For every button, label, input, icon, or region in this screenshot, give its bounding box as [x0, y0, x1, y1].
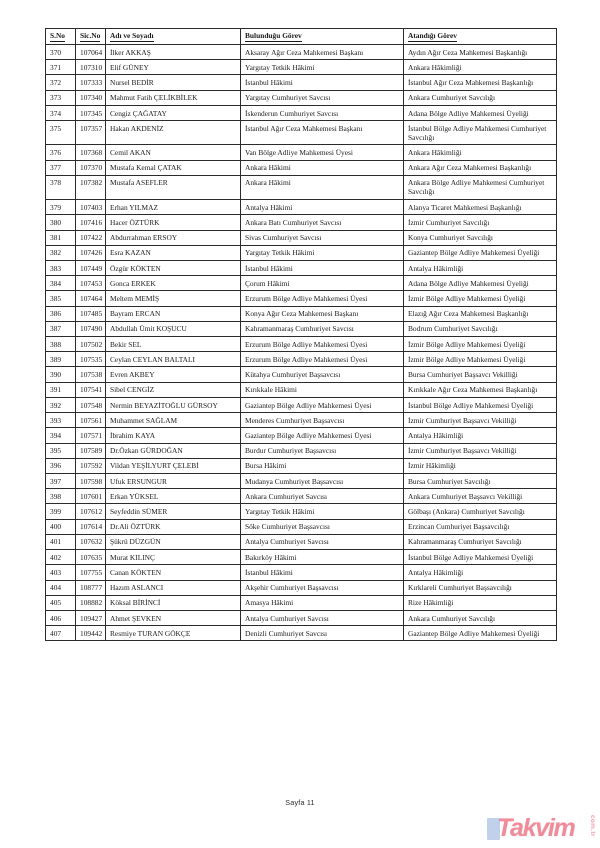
table-row	[46, 489, 557, 504]
cell-new-post: Antalya Hâkimliği	[404, 428, 557, 443]
cell-current-post: Ankara Batı Cumhuriyet Savcısı	[241, 215, 404, 230]
cell-new-post: İzmir Bölge Adliye Mahkemesi Üyeliği	[404, 352, 557, 367]
cell-current-post: Denizli Cumhuriyet Savcısı	[241, 626, 404, 641]
cell-name: Murat KILINÇ	[106, 550, 241, 565]
cell-name: Bekir SEL	[106, 337, 241, 352]
cell-name: Abdullah Ümit KOŞUCU	[106, 321, 241, 336]
cell-current-post: Mudanya Cumhuriyet Başsavcısı	[241, 474, 404, 489]
table-header	[46, 29, 557, 45]
table-row	[46, 504, 557, 519]
table-row	[46, 276, 557, 291]
cell-sicno: 107598	[76, 474, 106, 489]
cell-new-post: Alanya Ticaret Mahkemesi Başkanlığı	[404, 200, 557, 215]
table-row	[46, 519, 557, 534]
cell-sicno: 107589	[76, 443, 106, 458]
cell-name: Nursel BEDİR	[106, 75, 241, 90]
cell-current-post: Akşehir Cumhuriyet Başsavcısı	[241, 580, 404, 595]
cell-sicno: 108882	[76, 595, 106, 610]
cell-sno: 395	[46, 443, 76, 458]
cell-current-post: Ankara Hâkimi	[241, 175, 404, 199]
cell-sno: 391	[46, 382, 76, 397]
cell-sno: 390	[46, 367, 76, 382]
table-body	[46, 45, 557, 641]
cell-new-post: Antalya Hâkimliği	[404, 565, 557, 580]
cell-sno: 377	[46, 160, 76, 175]
cell-name: Muhammet SAĞLAM	[106, 413, 241, 428]
cell-new-post: Ankara Cumhuriyet Savcılığı	[404, 90, 557, 105]
table-row	[46, 160, 557, 175]
cell-sno: 380	[46, 215, 76, 230]
cell-new-post: Kahramanmaraş Cumhuriyet Savcılığı	[404, 534, 557, 549]
cell-current-post: Gaziantep Bölge Adliye Mahkemesi Üyesi	[241, 397, 404, 412]
cell-name: Nermin BEYAZİTOĞLU GÜRSOY	[106, 397, 241, 412]
cell-current-post: Aksaray Ağır Ceza Mahkemesi Başkanı	[241, 45, 404, 60]
cell-name: Köksal BİRİNCİ	[106, 595, 241, 610]
table-row	[46, 75, 557, 90]
table-row	[46, 321, 557, 336]
cell-name: Ahmet ŞEVKEN	[106, 610, 241, 625]
cell-current-post: Erzurum Bölge Adliye Mahkemesi Üyesi	[241, 337, 404, 352]
cell-current-post: Yargıtay Cumhuriyet Savcısı	[241, 90, 404, 105]
cell-sno: 383	[46, 260, 76, 275]
table-row	[46, 260, 557, 275]
cell-sno: 393	[46, 413, 76, 428]
cell-sicno: 107426	[76, 245, 106, 260]
cell-sicno: 107370	[76, 160, 106, 175]
table-row	[46, 145, 557, 160]
cell-sicno: 107064	[76, 45, 106, 60]
cell-current-post: Kütahya Cumhuriyet Başsavcısı	[241, 367, 404, 382]
table-row	[46, 105, 557, 120]
cell-current-post: Konya Ağır Ceza Mahkemesi Başkanı	[241, 306, 404, 321]
cell-new-post: İzmir Cumhuriyet Savcılığı	[404, 215, 557, 230]
cell-sno: 379	[46, 200, 76, 215]
cell-sno: 388	[46, 337, 76, 352]
cell-name: Erkan YÜKSEL	[106, 489, 241, 504]
cell-name: Erhan YILMAZ	[106, 200, 241, 215]
cell-new-post: Adana Bölge Adliye Mahkemesi Üyeliği	[404, 105, 557, 120]
cell-new-post: Ankara Ağır Ceza Mahkemesi Başkanlığı	[404, 160, 557, 175]
table-row	[46, 595, 557, 610]
cell-sno: 389	[46, 352, 76, 367]
cell-new-post: Bodrum Cumhuriyet Savcılığı	[404, 321, 557, 336]
cell-name: Hazım ASLANCI	[106, 580, 241, 595]
cell-name: Seyfeddin SÜMER	[106, 504, 241, 519]
cell-sicno: 107538	[76, 367, 106, 382]
table-row	[46, 200, 557, 215]
cell-current-post: Kırıkkale Hâkimi	[241, 382, 404, 397]
column-header-name: Adı ve Soyadı	[106, 29, 241, 45]
cell-name: Dr.Ali ÖZTÜRK	[106, 519, 241, 534]
table-row	[46, 337, 557, 352]
cell-sicno: 107755	[76, 565, 106, 580]
cell-new-post: Ankara Hâkimliği	[404, 145, 557, 160]
cell-current-post: Burdur Cumhuriyet Başsavcısı	[241, 443, 404, 458]
cell-sicno: 107635	[76, 550, 106, 565]
cell-new-post: İzmir Hâkimliği	[404, 458, 557, 473]
cell-name: Vildan YEŞİLYURT ÇELEBİ	[106, 458, 241, 473]
cell-new-post: İstanbul Bölge Adliye Mahkemesi Cumhuriyet Savcılığı	[404, 121, 557, 145]
cell-new-post: Ankara Cumhuriyet Başsavcı Vekilliği	[404, 489, 557, 504]
column-header-current-post: Bulunduğu Görev	[241, 29, 404, 45]
cell-new-post: İstanbul Bölge Adliye Mahkemesi Üyeliği	[404, 550, 557, 565]
cell-new-post: İstanbul Bölge Adliye Mahkemesi Üyeliği	[404, 397, 557, 412]
cell-sicno: 107453	[76, 276, 106, 291]
column-header-new-post: Atandığı Görev	[404, 29, 557, 45]
cell-current-post: Menderes Cumhuriyet Başsavcısı	[241, 413, 404, 428]
table-row	[46, 565, 557, 580]
cell-sicno: 107403	[76, 200, 106, 215]
cell-sno: 370	[46, 45, 76, 60]
cell-sno: 405	[46, 595, 76, 610]
table-row	[46, 45, 557, 60]
cell-name: Mustafa ASEFLER	[106, 175, 241, 199]
appointments-table-wrapper	[45, 28, 556, 641]
cell-sicno: 107592	[76, 458, 106, 473]
table-row	[46, 428, 557, 443]
cell-sno: 381	[46, 230, 76, 245]
table-row	[46, 474, 557, 489]
cell-current-post: Antalya Cumhuriyet Savcısı	[241, 610, 404, 625]
cell-new-post: Erzincan Cumhuriyet Başsavcılığı	[404, 519, 557, 534]
cell-sicno: 107614	[76, 519, 106, 534]
table-row	[46, 245, 557, 260]
cell-name: Özgür KÖKTEN	[106, 260, 241, 275]
cell-sicno: 107535	[76, 352, 106, 367]
cell-name: Hakan AKDENİZ	[106, 121, 241, 145]
watermark-badge-icon	[487, 818, 500, 840]
cell-sicno: 107548	[76, 397, 106, 412]
appointments-table	[45, 28, 557, 641]
cell-sicno: 107490	[76, 321, 106, 336]
cell-new-post: Ankara Bölge Adliye Mahkemesi Cumhuriyet Savcılığı	[404, 175, 557, 199]
cell-name: Şükrü DÜZGÜN	[106, 534, 241, 549]
cell-sicno: 107345	[76, 105, 106, 120]
cell-sno: 386	[46, 306, 76, 321]
cell-name: Dr.Özkan GÜRDOĞAN	[106, 443, 241, 458]
cell-name: Resmiye TURAN GÖKÇE	[106, 626, 241, 641]
takvim-watermark	[487, 812, 597, 846]
cell-name: Bayram ERCAN	[106, 306, 241, 321]
cell-sicno: 107333	[76, 75, 106, 90]
cell-new-post: İstanbul Ağır Ceza Mahkemesi Başkanlığı	[404, 75, 557, 90]
cell-sicno: 107612	[76, 504, 106, 519]
cell-new-post: Bursa Cumhuriyet Başsavcı Vekilliği	[404, 367, 557, 382]
cell-name: İlker AKKAŞ	[106, 45, 241, 60]
table-row	[46, 580, 557, 595]
cell-sicno: 107571	[76, 428, 106, 443]
table-row	[46, 60, 557, 75]
cell-new-post: Gaziantep Bölge Adliye Mahkemesi Üyeliği	[404, 626, 557, 641]
cell-sno: 371	[46, 60, 76, 75]
cell-name: Cengiz ÇAĞATAY	[106, 105, 241, 120]
cell-current-post: Söke Cumhuriyet Başsavcısı	[241, 519, 404, 534]
table-row	[46, 534, 557, 549]
cell-name: Canan KÖKTEN	[106, 565, 241, 580]
table-row	[46, 382, 557, 397]
cell-current-post: İskenderun Cumhuriyet Savcısı	[241, 105, 404, 120]
cell-sno: 392	[46, 397, 76, 412]
cell-sno: 387	[46, 321, 76, 336]
cell-name: Ufuk ERSUNGUR	[106, 474, 241, 489]
table-row	[46, 458, 557, 473]
cell-sicno: 107310	[76, 60, 106, 75]
cell-sicno: 107561	[76, 413, 106, 428]
cell-sicno: 107464	[76, 291, 106, 306]
cell-sno: 375	[46, 121, 76, 145]
cell-sno: 394	[46, 428, 76, 443]
cell-sicno: 107416	[76, 215, 106, 230]
cell-new-post: Rize Hâkimliği	[404, 595, 557, 610]
cell-name: Abdurrahman ERSOY	[106, 230, 241, 245]
table-row	[46, 397, 557, 412]
cell-sicno: 107632	[76, 534, 106, 549]
cell-name: Mustafa Kemal ÇATAK	[106, 160, 241, 175]
column-header-sno: S.No	[46, 29, 76, 45]
table-row	[46, 291, 557, 306]
cell-current-post: Ankara Cumhuriyet Savcısı	[241, 489, 404, 504]
cell-name: Sibel CENGİZ	[106, 382, 241, 397]
cell-new-post: Kırıkkale Ağır Ceza Mahkemesi Başkanlığı	[404, 382, 557, 397]
cell-new-post: Aydın Ağır Ceza Mahkemesi Başkanlığı	[404, 45, 557, 60]
cell-sicno: 107422	[76, 230, 106, 245]
cell-current-post: Gaziantep Bölge Adliye Mahkemesi Üyesi	[241, 428, 404, 443]
cell-sno: 398	[46, 489, 76, 504]
cell-name: İbrahim KAYA	[106, 428, 241, 443]
cell-new-post: Antalya Hâkimliği	[404, 260, 557, 275]
cell-sno: 406	[46, 610, 76, 625]
cell-sicno: 107502	[76, 337, 106, 352]
cell-sno: 374	[46, 105, 76, 120]
cell-current-post: Sivas Cumhuriyet Savcısı	[241, 230, 404, 245]
cell-sno: 385	[46, 291, 76, 306]
cell-new-post: Ankara Cumhuriyet Savcılığı	[404, 610, 557, 625]
cell-sno: 378	[46, 175, 76, 199]
cell-new-post: İzmir Bölge Adliye Mahkemesi Üyeliği	[404, 337, 557, 352]
cell-sno: 382	[46, 245, 76, 260]
cell-new-post: Gaziantep Bölge Adliye Mahkemesi Üyeliği	[404, 245, 557, 260]
cell-current-post: Van Bölge Adliye Mahkemesi Üyesi	[241, 145, 404, 160]
cell-new-post: Elazığ Ağır Ceza Mahkemesi Başkanlığı	[404, 306, 557, 321]
cell-sicno: 107340	[76, 90, 106, 105]
cell-sno: 402	[46, 550, 76, 565]
table-row	[46, 215, 557, 230]
cell-name: Ceylan CEYLAN BALTALI	[106, 352, 241, 367]
cell-current-post: Antalya Hâkimi	[241, 200, 404, 215]
cell-current-post: Antalya Cumhuriyet Savcısı	[241, 534, 404, 549]
cell-sno: 403	[46, 565, 76, 580]
cell-current-post: Amasya Hâkimi	[241, 595, 404, 610]
cell-sicno: 107357	[76, 121, 106, 145]
cell-current-post: Çorum Hâkimi	[241, 276, 404, 291]
cell-current-post: Bakırköy Hâkimi	[241, 550, 404, 565]
table-row	[46, 121, 557, 145]
table-row	[46, 367, 557, 382]
cell-name: Hacer ÖZTÜRK	[106, 215, 241, 230]
cell-current-post: Ankara Hâkimi	[241, 160, 404, 175]
cell-new-post: Gölbaşı (Ankara) Cumhuriyet Savcılığı	[404, 504, 557, 519]
cell-current-post: Kahramanmaraş Cumhuriyet Savcısı	[241, 321, 404, 336]
column-header-sicno: Sic.No	[76, 29, 106, 45]
cell-current-post: Yargıtay Tetkik Hâkimi	[241, 504, 404, 519]
cell-sno: 384	[46, 276, 76, 291]
cell-sno: 399	[46, 504, 76, 519]
cell-sno: 373	[46, 90, 76, 105]
cell-name: Mahmut Fatih ÇELİKBİLEK	[106, 90, 241, 105]
table-row	[46, 352, 557, 367]
cell-new-post: Kırklareli Cumhuriyet Başsavcılığı	[404, 580, 557, 595]
table-row	[46, 230, 557, 245]
cell-new-post: İzmir Bölge Adliye Mahkemesi Üyeliği	[404, 291, 557, 306]
cell-sicno: 107485	[76, 306, 106, 321]
table-header-row	[46, 29, 557, 45]
cell-sicno: 109442	[76, 626, 106, 641]
page-footer: Sayfa 11	[285, 798, 315, 807]
cell-sno: 396	[46, 458, 76, 473]
cell-current-post: İstanbul Hâkimi	[241, 565, 404, 580]
cell-sno: 372	[46, 75, 76, 90]
cell-sicno: 107601	[76, 489, 106, 504]
cell-current-post: Erzurum Bölge Adliye Mahkemesi Üyesi	[241, 291, 404, 306]
table-row	[46, 443, 557, 458]
cell-current-post: İstanbul Hâkimi	[241, 75, 404, 90]
cell-sicno: 107382	[76, 175, 106, 199]
table-row	[46, 626, 557, 641]
cell-sno: 397	[46, 474, 76, 489]
cell-current-post: Bursa Hâkimi	[241, 458, 404, 473]
cell-name: Gonca ERKEK	[106, 276, 241, 291]
cell-new-post: Ankara Hâkimliği	[404, 60, 557, 75]
table-row	[46, 175, 557, 199]
watermark-tld: com.tr	[589, 815, 596, 837]
cell-current-post: Yargıtay Tetkik Hâkimi	[241, 245, 404, 260]
cell-sicno: 107368	[76, 145, 106, 160]
table-row	[46, 550, 557, 565]
table-row	[46, 610, 557, 625]
watermark-logo	[487, 816, 574, 841]
cell-name: Esra KAZAN	[106, 245, 241, 260]
cell-sicno: 109427	[76, 610, 106, 625]
cell-current-post: Erzurum Bölge Adliye Mahkemesi Üyesi	[241, 352, 404, 367]
cell-sno: 400	[46, 519, 76, 534]
cell-new-post: İzmir Cumhuriyet Başsavcı Vekilliği	[404, 413, 557, 428]
cell-sicno: 107541	[76, 382, 106, 397]
cell-current-post: Yargıtay Tetkik Hâkimi	[241, 60, 404, 75]
watermark-wordmark: Takvim	[497, 814, 575, 842]
cell-new-post: Adana Bölge Adliye Mahkemesi Üyeliği	[404, 276, 557, 291]
cell-name: Cemil AKAN	[106, 145, 241, 160]
cell-name: Meltem MEMİŞ	[106, 291, 241, 306]
cell-name: Elif GÜNEY	[106, 60, 241, 75]
cell-sicno: 107449	[76, 260, 106, 275]
cell-sicno: 108777	[76, 580, 106, 595]
cell-sno: 407	[46, 626, 76, 641]
cell-sno: 401	[46, 534, 76, 549]
table-row	[46, 413, 557, 428]
table-row	[46, 90, 557, 105]
cell-current-post: İstanbul Ağır Ceza Mahkemesi Başkanı	[241, 121, 404, 145]
table-row	[46, 306, 557, 321]
cell-new-post: Konya Cumhuriyet Savcılığı	[404, 230, 557, 245]
cell-name: Evren AKBEY	[106, 367, 241, 382]
cell-sno: 376	[46, 145, 76, 160]
cell-sno: 404	[46, 580, 76, 595]
cell-new-post: İzmir Cumhuriyet Başsavcı Vekilliği	[404, 443, 557, 458]
cell-new-post: Bursa Cumhuriyet Savcılığı	[404, 474, 557, 489]
cell-current-post: İstanbul Hâkimi	[241, 260, 404, 275]
